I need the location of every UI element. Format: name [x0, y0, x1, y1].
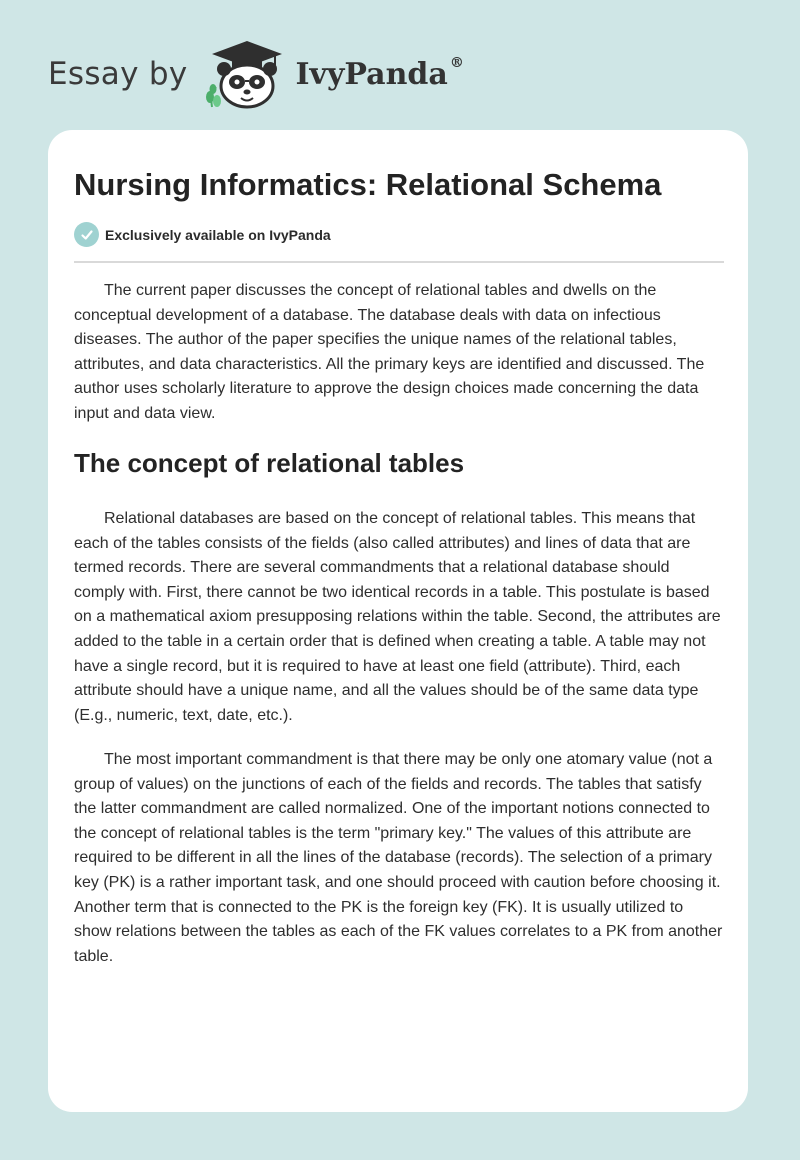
section-heading: The concept of relational tables [74, 448, 465, 478]
panda-logo-icon[interactable] [202, 37, 292, 111]
essay-by-label: Essay by [48, 56, 188, 92]
exclusive-badge [74, 222, 331, 247]
divider [74, 261, 724, 263]
body-paragraph-2: The most important commandment is that there may be only one atomary value (not a group of values) on the junctions of each of the fields and records. The tables that satisfy the latter commandment are called normalized. One of the important notions connected to the concept of relational tables is the term "primary key." The values of this attribute are required to be different in all the lines of the database (records). The selection of a primary key (PK) is a rather important task, and one should proceed with caution before choosing it. Another term that is connected to the PK is the foreign key (FK). It is usually utilized to show relations between the tables as each of the FK values correlates to a PK from another table. [74, 751, 723, 965]
brand-name: IvyPanda [295, 56, 448, 92]
body-paragraph-1: Relational databases are based on the concept of relational tables. This means that each of the tables consists of the fields (also called attributes) and lines of data that are termed records. There are several commandments that a relational database should comply with. First, there cannot be two identical records in a table. This postulate is based on a mathematical axiom presupposing relations within the table. Second, the attributes are added to the table in a certain order that is defined when creating a table. A table may not have a single record, but it is required to have at least one field (attribute). Third, each attribute should have a unique name, and all the values should be of the same data type (E.g., numeric, text, date, etc.). [74, 510, 721, 724]
article-card [48, 130, 748, 1112]
registered-mark: ® [449, 54, 464, 71]
exclusive-label: Exclusively available on IvyPanda [105, 226, 331, 243]
brand-logo-text[interactable] [295, 54, 464, 92]
site-header [48, 34, 464, 114]
page-title: Nursing Informatics: Relational Schema [74, 167, 662, 202]
intro-paragraph: The current paper discusses the concept of relational tables and dwells on the conceptual development of a database. The database deals with data on infectious diseases. The author of the paper specifies the unique names of the relational tables, attributes, and data characteristics. All the primary keys are identified and discussed. The author uses scholarly literature to approve the design choices made concerning the data input and data view. [74, 282, 705, 422]
check-icon [74, 222, 99, 247]
